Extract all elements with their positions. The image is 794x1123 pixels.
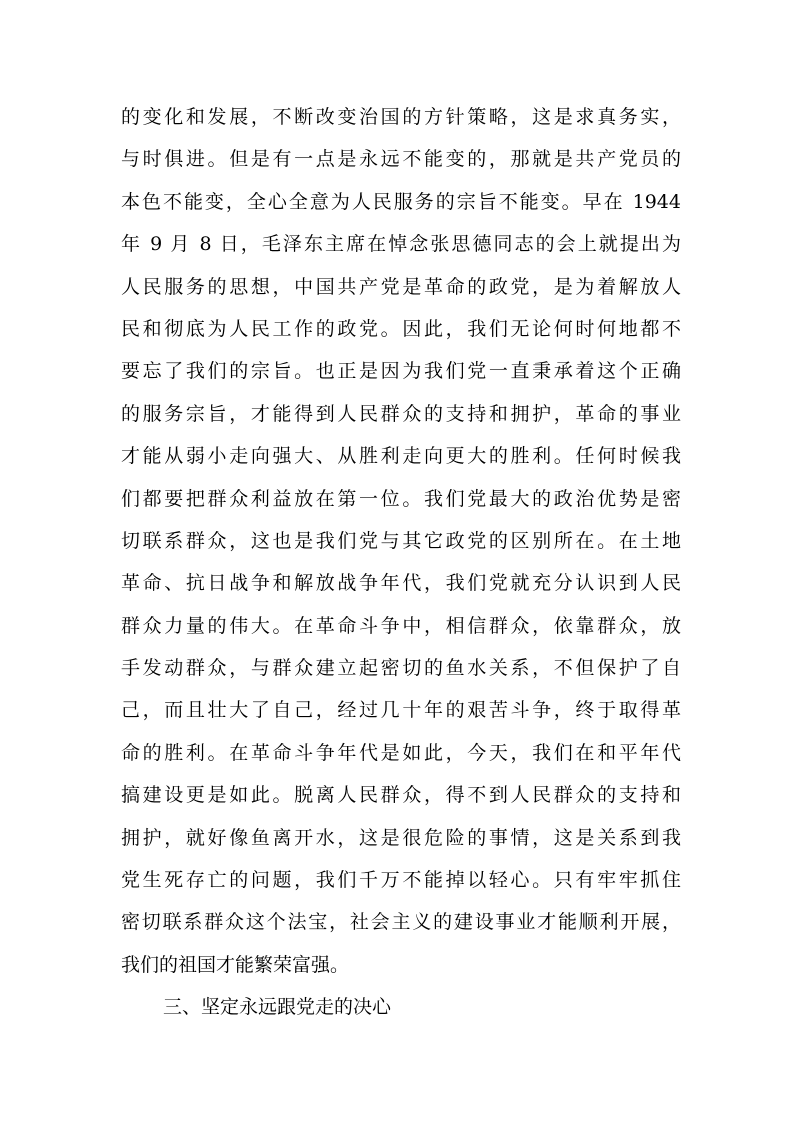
paragraph-line: 本色不能变，全心全意为人民服务的宗旨不能变。早在 1944 — [121, 190, 681, 213]
body-text — [121, 96, 681, 1029]
paragraph-line: 群众力量的伟大。在革命斗争中，相信群众，依靠群众，放 — [121, 614, 681, 637]
section-heading: 三、坚定永远跟党走的决心 — [163, 996, 392, 1019]
paragraph-line: 己，而且壮大了自己，经过几十年的艰苦斗争，终于取得革 — [121, 699, 681, 722]
paragraph-line-last: 我们的祖国才能繁荣富强。 — [121, 953, 350, 976]
paragraph-line: 密切联系群众这个法宝，社会主义的建设事业才能顺利开展， — [121, 911, 681, 934]
paragraph-line: 要忘了我们的宗旨。也正是因为我们党一直秉承着这个正确 — [121, 360, 681, 383]
paragraph-line: 人民服务的思想，中国共产党是革命的政党，是为着解放人 — [121, 275, 681, 298]
paragraph-line: 才能从弱小走向强大、从胜利走向更大的胜利。任何时候我 — [121, 445, 681, 468]
paragraph-line: 党生死存亡的问题，我们千万不能掉以轻心。只有牢牢抓住 — [121, 869, 681, 892]
paragraph-line: 命的胜利。在革命斗争年代是如此，今天，我们在和平年代 — [121, 741, 681, 764]
paragraph-line: 搞建设更是如此。脱离人民群众，得不到人民群众的支持和 — [121, 784, 681, 807]
paragraph-line: 的变化和发展，不断改变治国的方针策略，这是求真务实， — [121, 106, 681, 128]
paragraph-line: 手发动群众，与群众建立起密切的鱼水关系，不但保护了自 — [121, 657, 681, 680]
paragraph-line: 拥护，就好像鱼离开水，这是很危险的事情，这是关系到我 — [121, 826, 681, 849]
paragraph-line: 年 9 月 8 日，毛泽东主席在悼念张思德同志的会上就提出为 — [121, 233, 681, 256]
paragraph-line: 的服务宗旨，才能得到人民群众的支持和拥护，革命的事业 — [121, 402, 681, 425]
paragraph-line: 们都要把群众利益放在第一位。我们党最大的政治优势是密 — [121, 487, 681, 510]
paragraph-line: 革命、抗日战争和解放战争年代，我们党就充分认识到人民 — [121, 572, 681, 595]
paragraph-line: 切联系群众，这也是我们党与其它政党的区别所在。在土地 — [121, 529, 681, 552]
paragraph-line: 民和彻底为人民工作的政党。因此，我们无论何时何地都不 — [121, 317, 681, 340]
paragraph-line: 与时俱进。但是有一点是永远不能变的，那就是共产党员的 — [121, 148, 681, 171]
